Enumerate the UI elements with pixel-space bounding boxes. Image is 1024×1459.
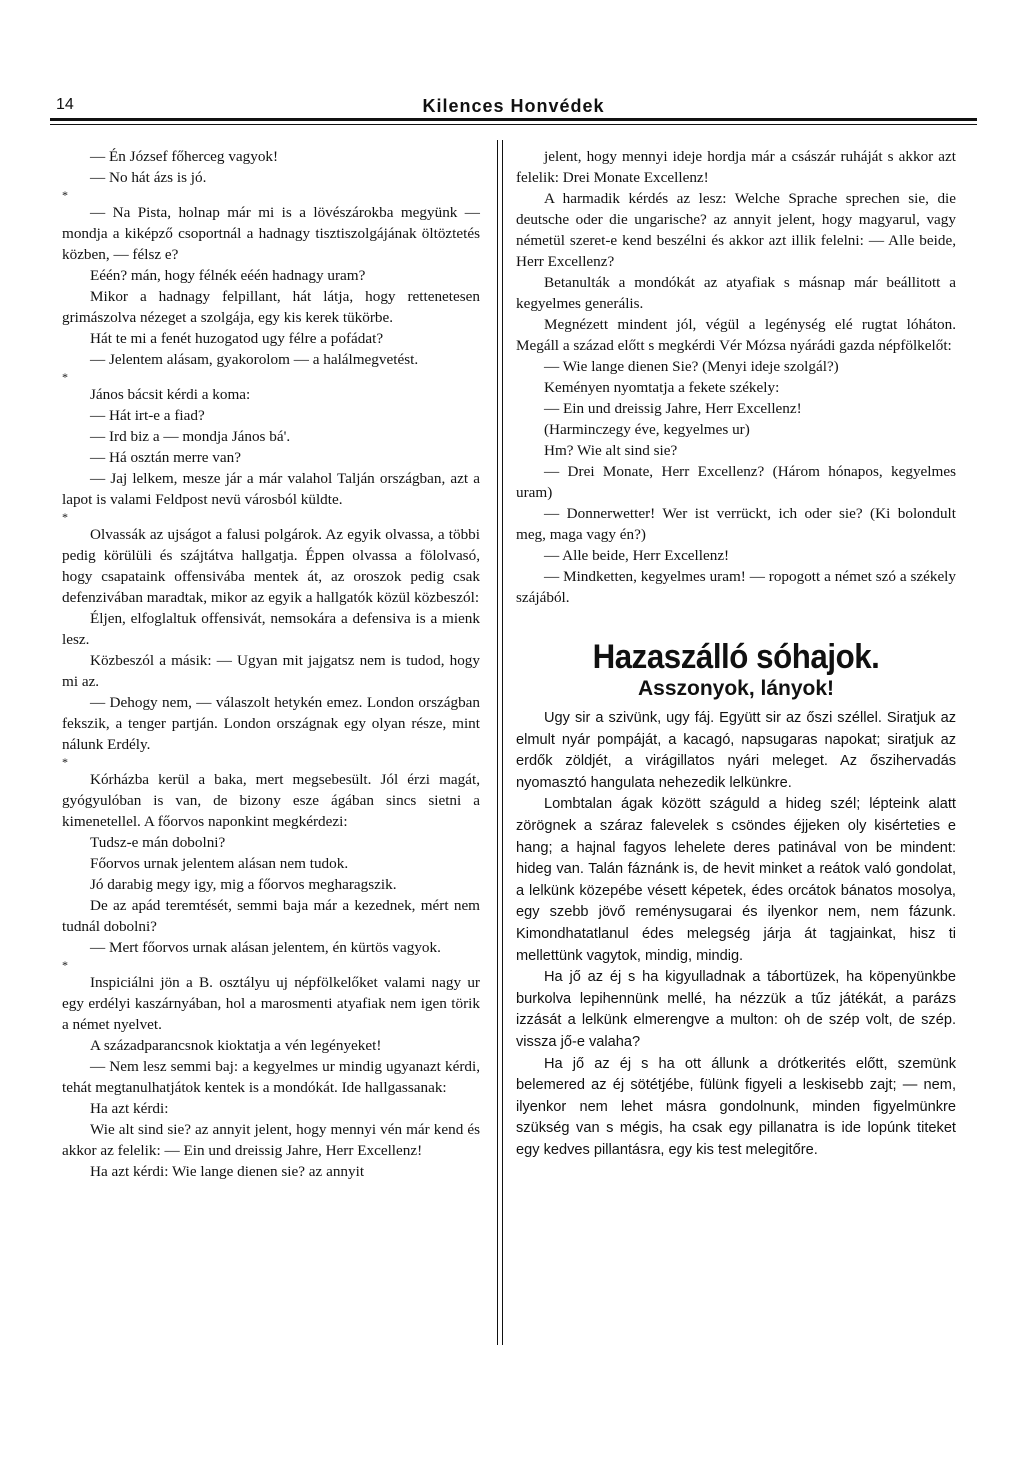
article-paragraph: Ha jő az éj s ha ott állunk a drótkerités előtt, szemünk belemered az éj sötétjébe, fülünk figyeli a leskisebb zajt; — nem, ilyenkor nem lehet másra gondolnunk, minden figyelmünkre szükség van s mégis, ha csak egy pillanatra is ide lopúnk titeket egy kedves pillantásra, egy kis test melegitőre. [516, 1055, 956, 1158]
paragraph: De az apád teremtését, semmi baja már a kezednek, mért nem tudnál dobolni? [62, 897, 480, 935]
paragraph: Tudsz-e mán dobolni? [90, 834, 226, 851]
paragraph: Wie alt sind sie? az annyit jelent, hogy mennyi vén már kend és akkor az felelik: — Ein und dreissig Jahre, Herr Excellenz! [62, 1121, 480, 1159]
paragraph: — Na Pista, holnap már mi is a lövészárokba megyünk — mondja a kiképző csoportnál a hadnagy tisztiszolgájának öltöztetés közben, — félsz e? [62, 204, 480, 263]
section-separator: * [62, 510, 68, 524]
article-subheadline: Asszonyok, lányok! [637, 677, 835, 700]
paragraph: — Nem lesz semmi baj: a kegyelmes ur mindig ugyanazt kérdi, tehát megtanulhatjátok kentek is a mondókát. Ide hallgassanak: [62, 1058, 480, 1096]
page-number: 14 [56, 96, 74, 113]
paragraph: — Jaj lelkem, mesze jár a már valahol Talján országban, azt a lapot is valami Feldpost nevü városból küldte. [62, 470, 480, 508]
paragraph: Inspiciálni jön a B. osztályu uj népfölkelőket valami nagy ur egy erdélyi kaszárnyában, hol a marosmenti atyafiak nem igen törik a német nyelvet. [62, 974, 480, 1033]
paragraph: Éljen, elfoglaltuk offensivát, nemsokára a defensiva is a mienk lesz. [62, 610, 480, 648]
right-column [516, 146, 956, 1161]
paragraph: Olvassák az ujságot a falusi polgárok. Az egyik olvassa, a többi pedig körülüli és szájtátva hallgatja. Éppen olvassa a fölolvasó, hogy csapataink offensivába mentek át, az oroszok pedig csak defenzivában maradtak, mikor az egyik a hallgatók közül közbeszól: [62, 526, 480, 606]
paragraph: — Mert főorvos urnak alásan jelentem, én kürtös vagyok. [90, 939, 441, 956]
paragraph: — Ird biz a — mondja János bá'. [90, 428, 291, 445]
paragraph: Mikor a hadnagy felpillant, hát látja, hogy rettenetesen grimászolva nézeget a szolgája, egy kis kerek tükörbe. [62, 288, 480, 326]
paragraph: A századparancsnok kioktatja a vén legényeket! [90, 1037, 382, 1054]
masthead-title: Kilences Honvédek [422, 96, 605, 116]
paragraph: — Én József főherceg vagyok! [90, 148, 279, 165]
paragraph: Hm? Wie alt sind sie? [544, 442, 678, 459]
paragraph: (Harminczegy éve, kegyelmes ur) [544, 421, 750, 438]
paragraph: Közbeszól a másik: — Ugyan mit jajgatsz nem is tudod, hogy mi az. [62, 652, 480, 690]
paragraph: — Drei Monate, Herr Excellenz? (Három hónapos, kegyelmes uram) [516, 463, 956, 501]
right-column-text [516, 146, 956, 608]
paragraph: Betanulták a mondókát az atyafiak s másnap már beállitott a kegyelmes generális. [516, 274, 956, 312]
paragraph: Eéén? mán, hogy félnék eéén hadnagy uram? [90, 267, 366, 284]
paragraph: Főorvos urnak jelentem alásan nem tudok. [90, 855, 349, 872]
paragraph: Megnézett mindent jól, végül a legénység elé rugtat lóháton. Megáll a század előtt s megkérdi Vér Mózsa nyárádi gazda népfölkelőt: [516, 316, 956, 354]
paragraph: Hát te mi a fenét huzogatod ugy félre a pofádat? [90, 330, 384, 347]
article-headline: Hazaszálló sóhajok. [592, 638, 880, 676]
paragraph: — Wie lange dienen Sie? (Menyi ideje szolgál?) [544, 358, 839, 375]
column-divider [497, 140, 503, 1345]
paragraph: Ha azt kérdi: Wie lange dienen sie? az annyit [90, 1163, 365, 1180]
article-paragraph: Ugy sir a szivünk, ugy fáj. Együtt sir az őszi széllel. Siratjuk az elmult nyár pompáját, a kacagó, napsugaras napokat; siratjuk az erdők zöldjét, a virágillatos nyári meleget. Az őszihervadás nyomasztó hangulata nehezedik lelkünkre. [516, 710, 956, 791]
section-separator: * [62, 755, 68, 769]
article-body [516, 708, 956, 1161]
paragraph: Ha azt kérdi: [90, 1100, 169, 1117]
section-separator: * [62, 188, 68, 202]
header-rule-thin [50, 124, 977, 125]
paragraph: — Ein und dreissig Jahre, Herr Excellenz! [544, 400, 802, 417]
header-rule-thick [50, 118, 977, 121]
left-column [62, 146, 480, 1182]
page-header [50, 96, 977, 116]
paragraph: Jó darabig megy igy, mig a főorvos megharagszik. [90, 876, 397, 893]
paragraph: — Donnerwetter! Wer ist verrückt, ich oder sie? (Ki bolondult meg, maga vagy én?) [516, 505, 956, 543]
article-paragraph: Ha jő az éj s ha kigyulladnak a tábortüzek, ha köpenyünkbe burkolva lepihennünk mellé, ha nézzük a tűz játékát, a parázs izzását a lelkünk elmerengve a multon: oh de szép volt, de szép. vissza jő-e valaha? [516, 969, 956, 1050]
paragraph: — Mindketten, kegyelmes uram! — ropogott a német szó a székely szájából. [516, 568, 956, 606]
article-paragraph: Lombtalan ágak között száguld a hideg szél; lépteink alatt zörögnek a száraz falevelek s csöndes éjjeken oly kisérteties e hang; a hajnal fagyos lehelete deres patinával von be mindent: hideg van. Talán fáznánk is, de hevit minket a reátok való gondolat, a lelkünk közepébe vésett képetek, édes orcátok bánatos mosolya, egy szebb jövő reménysugarai és ilyenkor nem, nem fázunk. Kimondhatatlanul édes melegség járja át tagjainkat, hisz ti mellettünk vagytok, mindig, mindig. [516, 796, 956, 964]
section-separator: * [62, 958, 68, 972]
paragraph: — Dehogy nem, — válaszolt hetykén emez. London országban fekszik, a tenger partján. London országnak egy olyan része, mint nálunk Erdély. [62, 694, 480, 753]
paragraph: — Há osztán merre van? [90, 449, 241, 466]
paragraph: jelent, hogy mennyi ideje hordja már a császár ruháját s akkor azt felelik: Drei Monate Excellenz! [516, 148, 956, 186]
paragraph: — Hát irt-e a fiad? [90, 407, 205, 424]
paragraph: — Alle beide, Herr Excellenz! [544, 547, 730, 564]
paragraph: A harmadik kérdés az lesz: Welche Sprache sprechen sie, die deutsche oder die ungarische? az annyit jelent, hogy magyarul, vagy németül szeret-e kend beszélni és akkor azt illik felelni: — Alle beide, Herr Excellenz? [516, 190, 956, 270]
section-separator: * [62, 370, 68, 384]
paragraph: János bácsit kérdi a koma: [90, 386, 251, 403]
paragraph: — No hát ázs is jó. [90, 169, 207, 186]
paragraph: Keményen nyomtatja a fekete székely: [544, 379, 780, 396]
paragraph: Kórházba kerül a baka, mert megsebesült. Jól érzi magát, gyógyulóban is van, de bizony esze ágában sincs sietni a kimenetellel. A főorvos naponkint megkérdezi: [62, 771, 480, 830]
paragraph: — Jelentem alásam, gyakorolom — a halálmegvetést. [90, 351, 419, 368]
